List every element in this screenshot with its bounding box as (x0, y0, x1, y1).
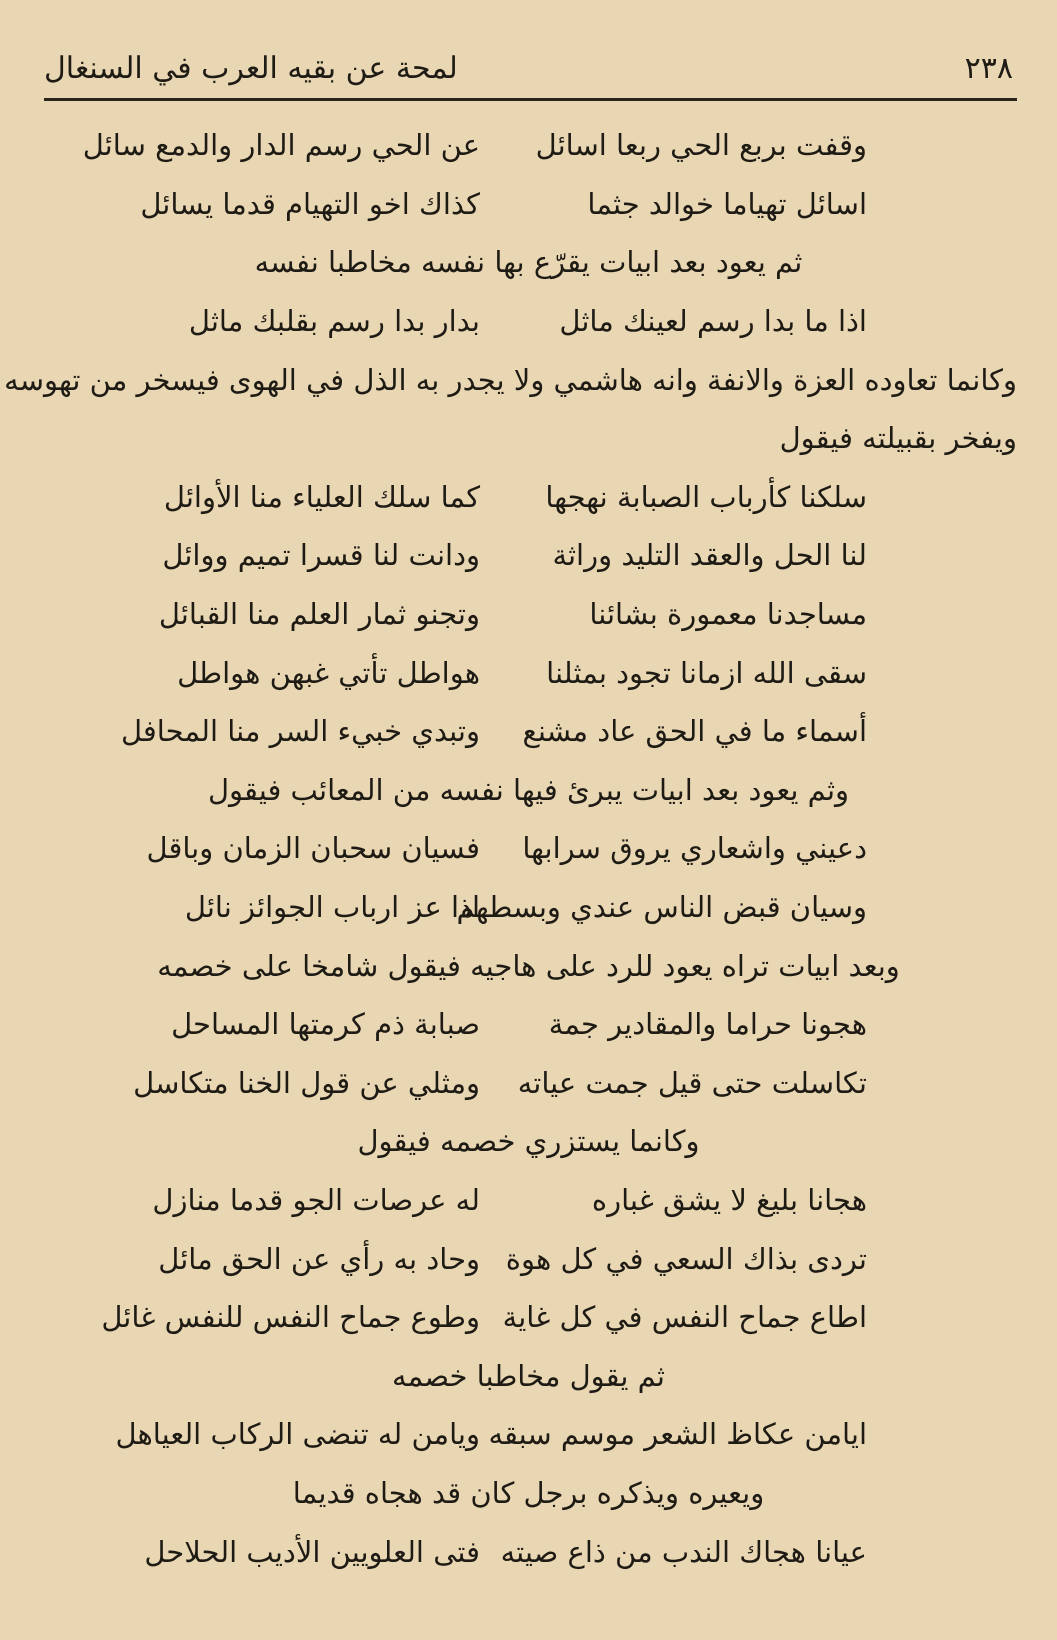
commentary-line (40, 1464, 1017, 1523)
verse-line (40, 292, 1017, 351)
line-text: ويعيره ويذكره برجل كان قد هجاه قديما (292, 1475, 765, 1510)
line-text: وبعد ابيات تراه يعود للرد على هاجيه فيقول شامخا على خصمه (157, 948, 900, 983)
verse-line (40, 1229, 1017, 1288)
hemistich-first: اطاع جماح النفس في كل غاية (502, 1300, 867, 1335)
commentary-line (40, 1346, 1017, 1405)
page-body (4, 116, 1017, 1581)
verse-line (40, 116, 1017, 175)
verse-line (40, 1405, 1017, 1464)
page-header (44, 40, 1013, 96)
hemistich-first: وقفت بربع الحي ربعا اسائل (535, 128, 867, 163)
hemistich-second: وتجنو ثمار العلم منا القبائل (158, 597, 480, 632)
hemistich-second: ويامن له تنضى الركاب العياهل (115, 1417, 480, 1452)
hemistich-first: وسيان قبض الناس عندي وبسطهم (456, 890, 867, 925)
verse-line (40, 643, 1017, 702)
hemistich-second: ومثلي عن قول الخنا متكاسل (133, 1065, 480, 1100)
hemistich-second: بدار بدا رسم بقلبك ماثل (188, 304, 480, 339)
hemistich-second: وحاد به رأي عن الحق مائل (158, 1241, 480, 1276)
verse-line (40, 819, 1017, 878)
hemistich-first: أسماء ما في الحق عاد مشنع (522, 714, 867, 749)
commentary-line (40, 936, 1017, 995)
commentary-line (40, 1112, 1017, 1171)
hemistich-first: اذا ما بدا رسم لعينك ماثل (559, 304, 867, 339)
hemistich-first: تردى بذاك السعي في كل هوة (505, 1241, 867, 1276)
verse-line (40, 878, 1017, 937)
verse-line (40, 526, 1017, 585)
hemistich-first: هجونا حراما والمقادير جمة (548, 1007, 867, 1042)
line-text: وكانما يستزري خصمه فيقول (357, 1124, 700, 1159)
line-text: ثم يعود بعد ابيات يقرّع بها نفسه مخاطبا نفسه (254, 245, 803, 280)
verse-line (40, 585, 1017, 644)
commentary-line (40, 761, 1017, 820)
hemistich-first: لنا الحل والعقد التليد وراثة (552, 538, 867, 573)
line-text: وكانما تعاوده العزة والانفة وانه هاشمي ولا يجدر به الذل في الهوى فيسخر من تهوسه (4, 362, 1017, 397)
commentary-line (40, 233, 1017, 292)
verse-line (40, 702, 1017, 761)
line-text: ويفخر بقبيلته فيقول (779, 421, 1017, 456)
prose-line (40, 409, 1017, 468)
hemistich-first: عيانا هجاك الندب من ذاع صيته (500, 1534, 867, 1569)
hemistich-first: مساجدنا معمورة بشائنا (589, 597, 867, 632)
page-number: ٢٣٨ (964, 50, 1013, 86)
hemistich-second: صبابة ذم كرمتها المساحل (171, 1007, 480, 1042)
hemistich-second: كما سلك العلياء منا الأوائل (163, 479, 480, 514)
hemistich-first: ايامن عكاظ الشعر موسم سبقه (488, 1417, 867, 1452)
hemistich-first: اسائل تهياما خوالد جثما (587, 186, 867, 221)
verse-line (40, 1522, 1017, 1581)
hemistich-second: فسيان سحبان الزمان وباقل (146, 831, 480, 866)
hemistich-second: له عرصات الجو قدما منازل (152, 1182, 480, 1217)
verse-line (40, 175, 1017, 234)
hemistich-second: عن الحي رسم الدار والدمع سائل (82, 128, 480, 163)
verse-line (40, 1054, 1017, 1113)
running-title: لمحة عن بقيه العرب في السنغال (44, 50, 458, 86)
hemistich-first: سقى الله ازمانا تجود بمثلنا (546, 655, 867, 690)
hemistich-first: تكاسلت حتى قيل جمت عياته (517, 1065, 867, 1100)
hemistich-second: وطوع جماح النفس للنفس غائل (101, 1300, 480, 1335)
line-text: وثم يعود بعد ابيات يبرئ فيها نفسه من المعائب فيقول (207, 772, 850, 807)
verse-line (40, 1171, 1017, 1230)
verse-line (40, 468, 1017, 527)
hemistich-second: ودانت لنا قسرا تميم ووائل (162, 538, 480, 573)
hemistich-second: وتبدي خبيء السر منا المحافل (120, 714, 480, 749)
prose-line (4, 350, 1017, 409)
verse-line (40, 1288, 1017, 1347)
hemistich-second: هواطل تأتي غبهن هواطل (177, 655, 480, 690)
header-rule (44, 98, 1017, 101)
hemistich-first: دعيني واشعاري يروق سرابها (522, 831, 867, 866)
line-text: ثم يقول مخاطبا خصمه (392, 1358, 665, 1393)
hemistich-second: اذا عز ارباب الجوائز نائل (184, 890, 480, 925)
hemistich-second: كذاك اخو التهيام قدما يسائل (140, 186, 480, 221)
verse-line (40, 995, 1017, 1054)
hemistich-second: فتى العلويين الأديب الحلاحل (144, 1534, 480, 1569)
hemistich-first: هجانا بليغ لا يشق غباره (591, 1182, 867, 1217)
hemistich-first: سلكنا كأرباب الصبابة نهجها (545, 479, 867, 514)
